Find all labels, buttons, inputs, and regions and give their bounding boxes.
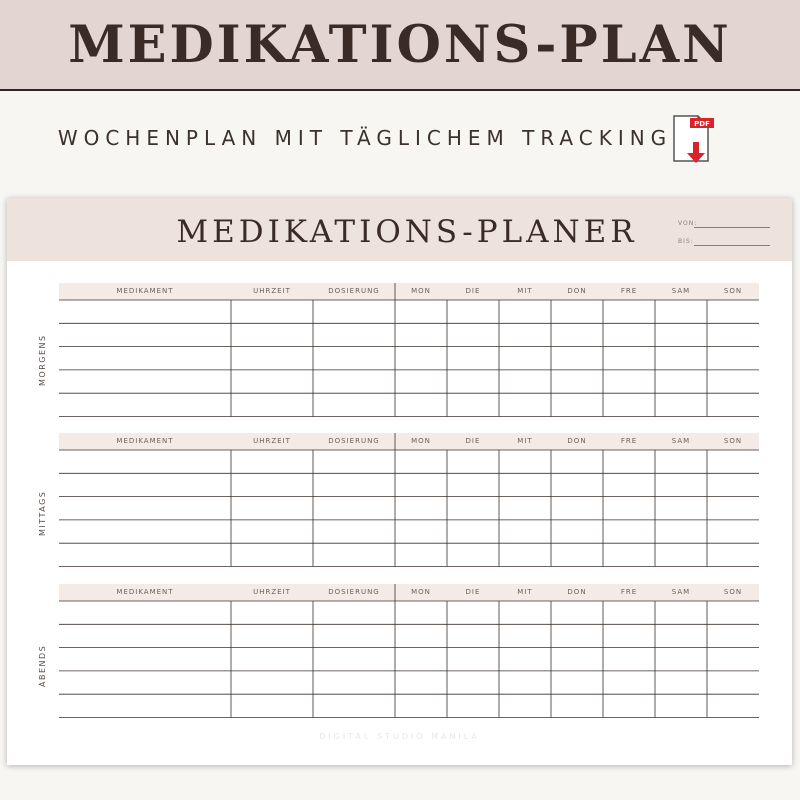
banner-divider: [0, 89, 800, 91]
column-header: SAM: [671, 287, 691, 295]
pdf-download-icon: [670, 113, 718, 167]
table-row[interactable]: [59, 671, 759, 694]
column-header: MEDIKAMENT: [116, 437, 174, 445]
sheet-title: MEDIKATIONS-PLANER: [176, 214, 638, 250]
column-header: MON: [411, 437, 431, 445]
table-row[interactable]: [59, 694, 759, 717]
column-header: UHRZEIT: [253, 437, 291, 445]
von-field: [678, 220, 697, 227]
bis-label: BIS:: [678, 238, 694, 245]
section-label: MITTAGS: [38, 490, 47, 537]
column-header: DOSIERUNG: [328, 287, 380, 295]
table-row[interactable]: [59, 393, 759, 416]
column-header: DON: [567, 588, 587, 596]
column-header: DON: [567, 437, 587, 445]
table-row[interactable]: [59, 648, 759, 671]
column-header: SON: [723, 287, 743, 295]
table-row[interactable]: [59, 473, 759, 496]
column-header: UHRZEIT: [253, 588, 291, 596]
section-label: ABENDS: [38, 645, 47, 688]
column-header: MIT: [517, 588, 533, 596]
column-header: MIT: [517, 437, 533, 445]
bis-line: [694, 245, 770, 246]
bis-field: [678, 238, 694, 245]
table-row[interactable]: [59, 624, 759, 647]
table-row[interactable]: [59, 497, 759, 520]
subtitle: WOCHENPLAN MIT TÄGLICHEM TRACKING: [57, 126, 673, 150]
von-label: VON:: [678, 220, 698, 227]
column-header: DIE: [465, 437, 481, 445]
footer-watermark: DIGITAL STUDIO MANILA: [319, 732, 480, 741]
table-row[interactable]: [59, 323, 759, 346]
von-line: [694, 227, 770, 228]
table-row[interactable]: [59, 300, 759, 323]
table-row[interactable]: [59, 601, 759, 624]
column-header: MEDIKAMENT: [116, 588, 174, 596]
column-header: SAM: [671, 588, 691, 596]
table-row[interactable]: [59, 543, 759, 566]
column-header: DIE: [465, 588, 481, 596]
column-header: SON: [723, 437, 743, 445]
column-header: SON: [723, 588, 743, 596]
column-header: FRE: [620, 588, 638, 596]
column-header: MEDIKAMENT: [116, 287, 174, 295]
column-header: SAM: [671, 437, 691, 445]
section-label: MORGENS: [38, 334, 47, 387]
table-row[interactable]: [59, 450, 759, 473]
column-header: MON: [411, 287, 431, 295]
pdf-label: PDF: [694, 120, 710, 128]
table-row[interactable]: [59, 347, 759, 370]
column-header: DIE: [465, 287, 481, 295]
column-header: DOSIERUNG: [328, 588, 380, 596]
column-header: FRE: [620, 437, 638, 445]
column-header: MON: [411, 588, 431, 596]
column-header: FRE: [620, 287, 638, 295]
column-header: DON: [567, 287, 587, 295]
table-row[interactable]: [59, 370, 759, 393]
column-header: UHRZEIT: [253, 287, 291, 295]
banner-title: MEDIKATIONS-PLAN: [68, 15, 732, 75]
table-row[interactable]: [59, 520, 759, 543]
column-header: DOSIERUNG: [328, 437, 380, 445]
planner-sheet: [7, 198, 792, 765]
column-header: MIT: [517, 287, 533, 295]
